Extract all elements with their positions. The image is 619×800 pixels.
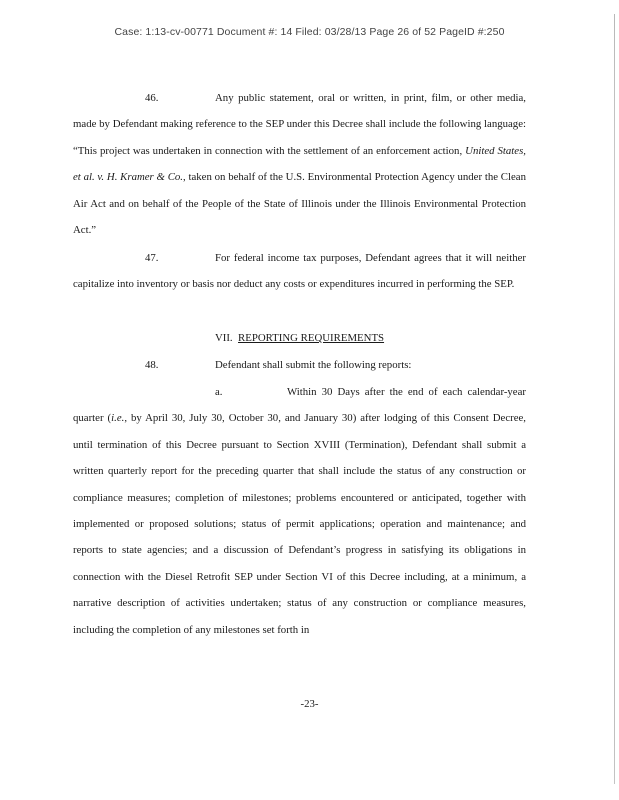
paragraph-number: 47.	[145, 252, 159, 264]
section-heading	[73, 325, 526, 351]
paragraph-46	[73, 85, 526, 243]
paragraph-text: , by April 30, July 30, October 30, and January 30) after lodging of this Consent Decree, until termination of this Decree pursuant to Section XVIII (Termination), Defendant shall submit a written quarterly report for the preceding quarter that shall include the status of any construction or compliance measures; completion of milestones; problems encountered or anticipated, together with implemented or proposed solutions; status of permit applications; operation and maintenance; and reports to state agencies; and a discussion of Defendant’s progress in satisfying its obligations in connection with the Diesel Retrofit SEP under Section VI of this Decree including, at a minimum, a narrative description of activities undertaken; status of any construction or compliance measures, including the completion of any milestones set forth in	[73, 412, 526, 636]
paragraph-number: 46.	[145, 92, 159, 104]
paragraph-48a	[73, 379, 526, 643]
paragraph-text: Within 30 Days after the end of each calendar-year quarter (	[73, 386, 526, 425]
paragraph-text: Defendant shall submit the following reports:	[215, 359, 412, 371]
paragraph-text: , taken on behalf of the U.S. Environmental Protection Agency under the Clean Air Act and on behalf of the People of the State of Illinois under the Illinois Environmental Protection Act.”	[73, 171, 526, 237]
paragraph-number: 48.	[145, 359, 159, 371]
page-number: -23-	[300, 698, 319, 710]
paragraph-text: Any public statement, oral or written, in print, film, or other media, made by Defendant making reference to the SEP under this Decree shall include the following language: “This project was undertaken in connection with the settlement of an enforcement action,	[73, 92, 526, 157]
case-name: United States, et al. v. H. Kramer & Co.	[73, 144, 526, 184]
section-numeral: VII.	[214, 332, 233, 344]
paragraph-47	[73, 245, 526, 298]
subparagraph-letter: a.	[215, 386, 223, 398]
ie-abbrev: i.e.	[111, 412, 125, 425]
case-header: Case: 1:13-cv-00771 Document #: 14 Filed: 03/28/13 Page 26 of 52 PageID #:250	[114, 26, 505, 38]
paragraph-48	[73, 352, 526, 378]
paragraph-text: For federal income tax purposes, Defendant agrees that it will neither capitalize into inventory or basis nor deduct any costs or expenditures incurred in performing the SEP.	[73, 252, 526, 291]
section-title: REPORTING REQUIREMENTS	[238, 332, 385, 344]
scan-edge-line	[614, 14, 615, 784]
